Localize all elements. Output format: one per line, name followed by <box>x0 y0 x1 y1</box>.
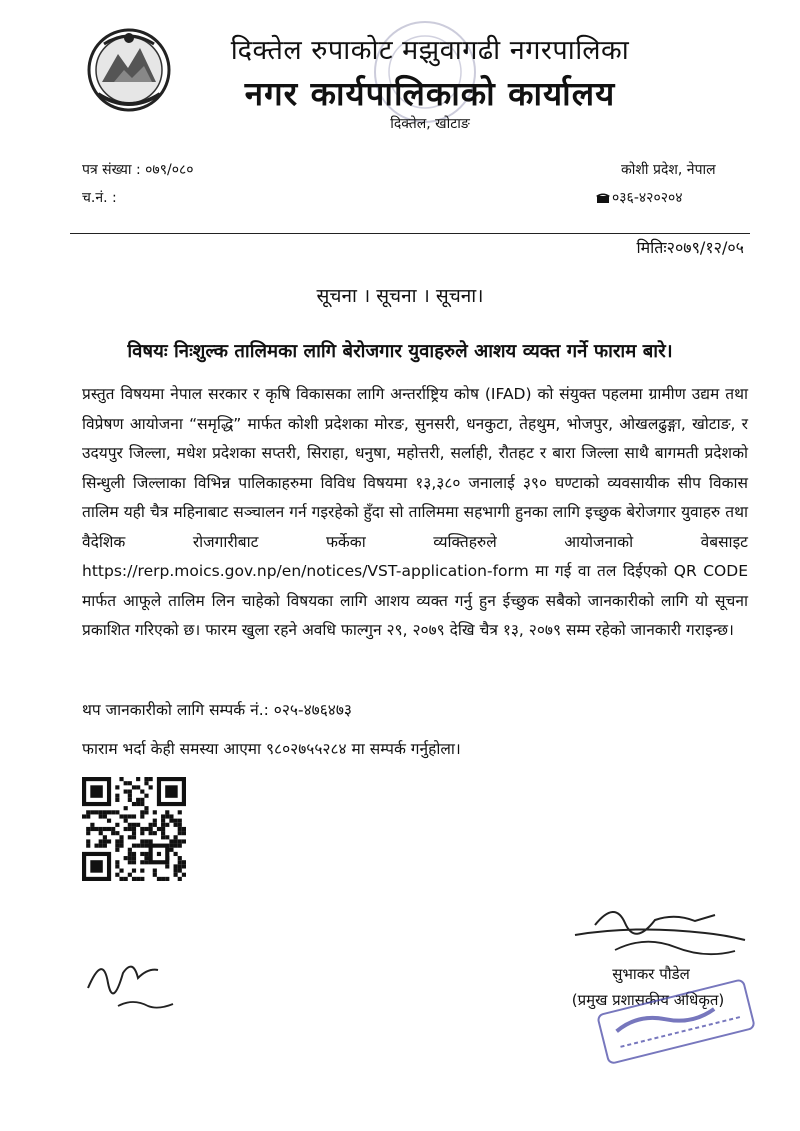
org-address: दिक्तेल, खोटाङ <box>390 116 470 132</box>
notice-subject: विषयः निःशुल्क तालिमका लागि बेरोजगार युवाहरुले आशय व्यक्त गर्ने फाराम बारे। <box>127 341 673 362</box>
form-help-line: फाराम भर्दा केही समस्या आएमा ९८०२७५५२८४ मा सम्पर्क गर्नुहोला। <box>82 740 461 758</box>
signature-left <box>78 948 208 1023</box>
phone-line <box>596 188 683 207</box>
contact-line: थप जानकारीको लागि सम्पर्क नं.: ०२५-४७६४७३ <box>82 701 352 719</box>
signatory-title: (प्रमुख प्रशासकीय अधिकृत) <box>571 991 725 1009</box>
telephone-icon <box>596 192 610 204</box>
chalani-number: च.नं. : <box>82 190 117 206</box>
notice-title: सूचना । सूचना । सूचना। <box>316 285 484 307</box>
notice-body: प्रस्तुत विषयमा नेपाल सरकार र कृषि विकासका लागि अन्तर्राष्ट्रिय कोष (IFAD) को संयुक्त पहलमा ग्रामीण उद्यम तथा विप्रेषण आयोजना “समृद्धि” मार्फत कोशी प्रदेशका मोरङ, सुनसरी, धनकुटा, तेहथुम, भोजपुर, ओखलढुङ्गा, खोटाङ, र उदयपुर जिल्ला, मधेश प्रदेशका सप्तरी, सिराहा, धनुषा, महोत्तरी, सर्लाही, रौतहट र बारा जिल्ला साथै बागमती प्रदेशको सिन्धुली जिल्लाका विभिन्न पालिकाहरुमा विविध विषयमा १३,३८० जनालाई ३९० घण्टाको व्यवसायीक सीप विकास तालिम यही चैत्र महिनाबाट सञ्चालन गर्न गइरहेको हुँदा सो तालिममा सहभागी हुनका लागि इच्छुक बेरोजगार युवाहरु तथा वैदेशिक रोजगारीबाट फर्केका व्यक्तिहरुले आयोजनाको वेबसाइट https://rerp.moics.gov.np/en/notices/VST-application-form मा गई वा तल दिईएको QR CODE मार्फत आफूले तालिम लिन चाहेको विषयका लागि आशय व्यक्त गर्नु हुन ईच्छुक सबैको जानकारीको लागि यो सूचना प्रकाशित गरिएको छ। फारम खुला रहने अवधि फाल्गुन २९, २०७९ देखि चैत्र १३, २०७९ सम्म रहेको जानकारी गराइन्छ। <box>82 385 748 639</box>
org-name-line2: नगर कार्यपालिकाको कार्यालय <box>244 74 616 113</box>
org-name-line1: दिक्तेल रुपाकोट मझुवागढी नगरपालिका <box>230 35 630 66</box>
qr-code-icon[interactable] <box>82 777 186 881</box>
office-seal-stamp <box>570 968 770 1068</box>
patra-sankhya: पत्र संख्या : ०७९/०८० <box>82 162 194 178</box>
signatory-name: सुभाकर पौडेल <box>612 965 690 983</box>
phone-number: ०३६-४२०२०४ <box>612 190 683 206</box>
signature-right <box>555 895 765 975</box>
province-label: कोशी प्रदेश, नेपाल <box>621 162 716 178</box>
letter-date: मितिः२०७९/१२/०५ <box>636 238 744 257</box>
header-divider <box>70 233 750 234</box>
